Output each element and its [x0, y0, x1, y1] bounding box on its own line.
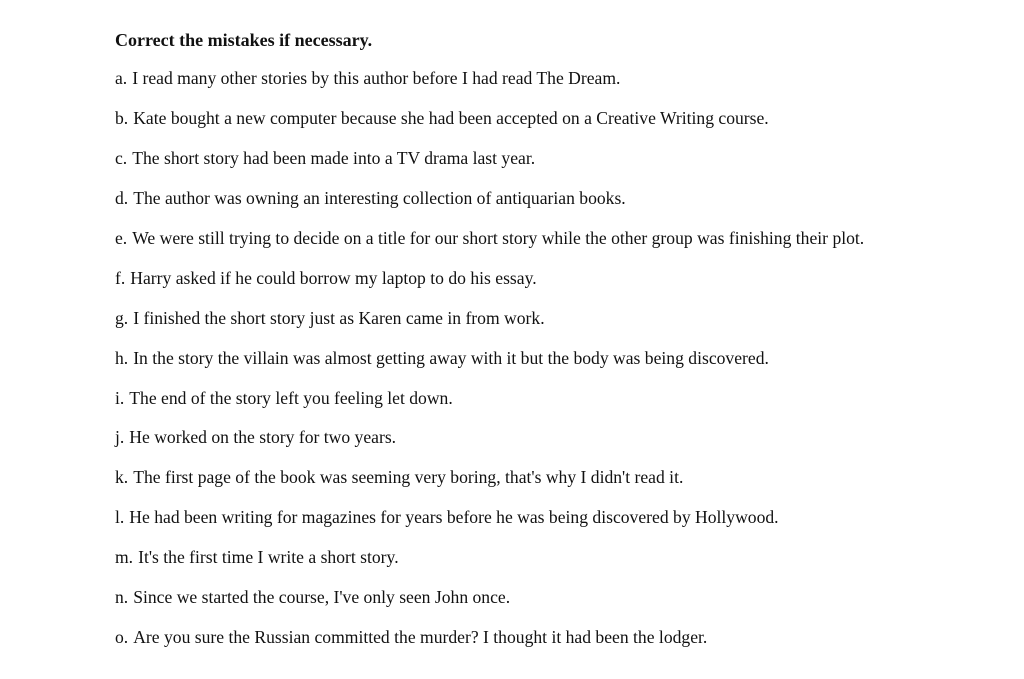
exercise-item-e	[115, 227, 864, 267]
item-text: The end of the story left you feeling let down.	[129, 387, 453, 408]
exercise-item-j	[115, 426, 864, 466]
item-marker: l.	[115, 507, 125, 528]
exercise-title: Correct the mistakes if necessary.	[115, 30, 373, 50]
exercise-item-c	[115, 147, 864, 187]
item-text: I read many other stories by this author before I had read The Dream.	[132, 68, 621, 88]
item-marker: j.	[115, 427, 125, 448]
item-marker: h.	[115, 347, 129, 368]
exercise-item-d	[115, 187, 864, 227]
item-text: I finished the short story just as Karen came in from work.	[133, 307, 545, 328]
item-marker: b.	[115, 107, 129, 128]
exercise-list	[115, 67, 864, 666]
item-marker: o.	[115, 627, 129, 648]
exercise-item-m	[115, 546, 864, 586]
item-marker: i.	[115, 387, 125, 408]
item-marker: a.	[115, 68, 128, 88]
item-marker: f.	[115, 267, 126, 288]
item-text: The first page of the book was seeming very boring, that's why I didn't read it.	[133, 467, 684, 488]
item-marker: e.	[115, 227, 128, 248]
exercise-item-g	[115, 307, 864, 347]
item-text: Since we started the course, I've only seen John once.	[133, 587, 511, 608]
exercise-item-i	[115, 387, 864, 427]
exercise-item-h	[115, 347, 864, 387]
item-text: We were still trying to decide on a title for our short story while the other group was finishing their plot.	[132, 227, 865, 248]
item-text: He had been writing for magazines for years before he was being discovered by Hollywood.	[129, 507, 779, 528]
item-text: He worked on the story for two years.	[129, 427, 397, 448]
item-text: In the story the villain was almost getting away with it but the body was being discovered.	[133, 347, 769, 368]
item-marker: c.	[115, 147, 128, 168]
item-marker: g.	[115, 307, 129, 328]
item-text: It's the first time I write a short story.	[138, 547, 399, 568]
exercise-item-n	[115, 586, 864, 626]
exercise-item-k	[115, 466, 864, 506]
exercise-item-l	[115, 506, 864, 546]
exercise-item-f	[115, 267, 864, 307]
item-marker: d.	[115, 187, 129, 208]
exercise-item-a	[115, 67, 864, 107]
item-marker: n.	[115, 587, 129, 608]
item-text: Are you sure the Russian committed the murder? I thought it had been the lodger.	[133, 627, 708, 648]
item-text: Harry asked if he could borrow my laptop to do his essay.	[130, 267, 537, 288]
exercise-item-o	[115, 626, 864, 666]
item-text: The author was owning an interesting collection of antiquarian books.	[133, 187, 626, 208]
item-marker: k.	[115, 467, 129, 488]
item-text: Kate bought a new computer because she had been accepted on a Creative Writing course.	[133, 107, 769, 128]
item-text: The short story had been made into a TV drama last year.	[132, 147, 536, 168]
item-marker: m.	[115, 547, 134, 568]
exercise-item-b	[115, 107, 864, 147]
